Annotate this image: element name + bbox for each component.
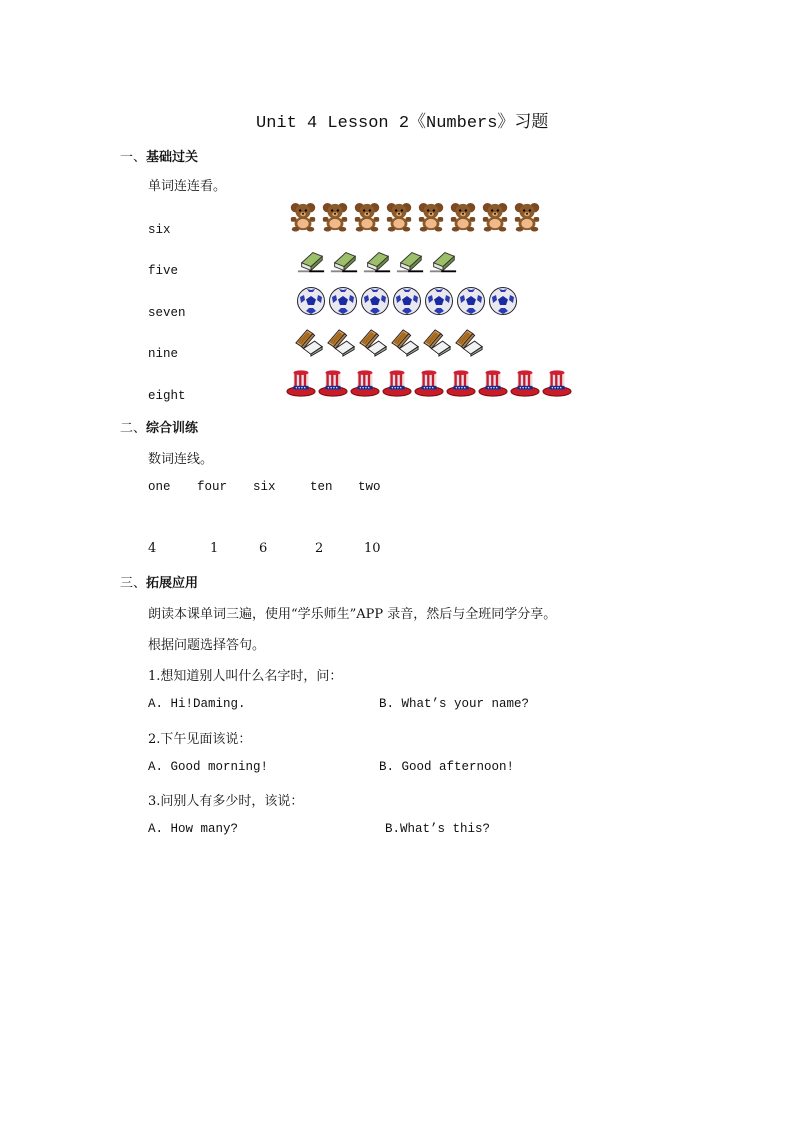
- pencil-box-row: [294, 327, 484, 357]
- top-hat-icon: [510, 368, 540, 398]
- soccer-ball-icon: [296, 286, 326, 316]
- section-3-line-1: 朗读本课单词三遍，使用“学乐师生”APP 录音，然后与全班同学分享。: [148, 607, 557, 622]
- soccer-ball-icon: [328, 286, 358, 316]
- teddy-bear-icon: [320, 202, 350, 232]
- question-3: 3.问别人有多少时，该说：: [148, 794, 304, 809]
- section-3-line-2: 根据问题选择答句。: [148, 638, 266, 653]
- question-2-option-b: B. Good afternoon!: [379, 760, 515, 774]
- eraser-icon: [362, 246, 392, 276]
- soccer-ball-icon: [360, 286, 390, 316]
- top-hat-icon: [350, 368, 380, 398]
- soccer-ball-icon: [488, 286, 518, 316]
- teddy-bear-icon: [512, 202, 542, 232]
- top-hat-icon: [414, 368, 444, 398]
- section-1-instruction: 单词连连看。: [148, 179, 227, 194]
- soccer-ball-row: [296, 286, 518, 316]
- top-hat-icon: [478, 368, 508, 398]
- soccer-ball-icon: [456, 286, 486, 316]
- question-2-option-a: A. Good morning!: [148, 760, 269, 774]
- eraser-icon: [428, 246, 458, 276]
- word-eight: eight: [148, 389, 186, 403]
- soccer-ball-icon: [424, 286, 454, 316]
- word-six: six: [148, 223, 171, 237]
- eraser-icon: [329, 246, 359, 276]
- question-1-option-a: A. Hi!Daming.: [148, 697, 246, 711]
- number-4: 4: [148, 541, 157, 556]
- section-2-instruction: 数词连线。: [148, 452, 214, 467]
- section-1-heading: [120, 146, 198, 165]
- word-two: two: [358, 480, 381, 494]
- word-nine: nine: [148, 347, 179, 361]
- word-five: five: [148, 264, 179, 278]
- section-2-title: 综合训练: [146, 421, 199, 436]
- number-10: 10: [364, 541, 381, 556]
- teddy-bear-icon: [416, 202, 446, 232]
- word-four: four: [197, 480, 228, 494]
- section-3-number: 三、: [120, 576, 147, 591]
- section-2-heading: [120, 417, 198, 436]
- pencil-box-icon: [358, 327, 388, 357]
- top-hat-icon: [318, 368, 348, 398]
- number-1: 1: [210, 541, 219, 556]
- top-hat-icon: [382, 368, 412, 398]
- teddy-bear-row: [288, 202, 542, 232]
- pencil-box-icon: [422, 327, 452, 357]
- section-1-title: 基础过关: [146, 150, 199, 165]
- teddy-bear-icon: [288, 202, 318, 232]
- word-seven: seven: [148, 306, 186, 320]
- question-2: 2.下午见面该说：: [148, 732, 252, 747]
- teddy-bear-icon: [352, 202, 382, 232]
- eraser-icon: [395, 246, 425, 276]
- word-ten: ten: [310, 480, 333, 494]
- word-one: one: [148, 480, 171, 494]
- question-3-option-b: B.What’s this?: [385, 822, 491, 836]
- number-2: 2: [315, 541, 324, 556]
- eraser-row: [296, 246, 458, 276]
- top-hat-icon: [446, 368, 476, 398]
- question-1: 1.想知道别人叫什么名字时，问：: [148, 669, 343, 684]
- top-hat-row: [286, 368, 572, 398]
- teddy-bear-icon: [448, 202, 478, 232]
- soccer-ball-icon: [392, 286, 422, 316]
- word-six-2: six: [253, 480, 276, 494]
- pencil-box-icon: [326, 327, 356, 357]
- eraser-icon: [296, 246, 326, 276]
- pencil-box-icon: [390, 327, 420, 357]
- section-1-number: 一、: [120, 150, 147, 165]
- pencil-box-icon: [454, 327, 484, 357]
- teddy-bear-icon: [384, 202, 414, 232]
- number-6: 6: [259, 541, 268, 556]
- section-3-heading: [120, 572, 198, 591]
- pencil-box-icon: [294, 327, 324, 357]
- top-hat-icon: [542, 368, 572, 398]
- page-title: Unit 4 Lesson 2《Numbers》习题: [256, 114, 549, 133]
- question-1-option-b: B. What’s your name?: [379, 697, 530, 711]
- teddy-bear-icon: [480, 202, 510, 232]
- section-3-title: 拓展应用: [146, 576, 199, 591]
- section-2-number: 二、: [120, 421, 147, 436]
- question-3-option-a: A. How many?: [148, 822, 239, 836]
- top-hat-icon: [286, 368, 316, 398]
